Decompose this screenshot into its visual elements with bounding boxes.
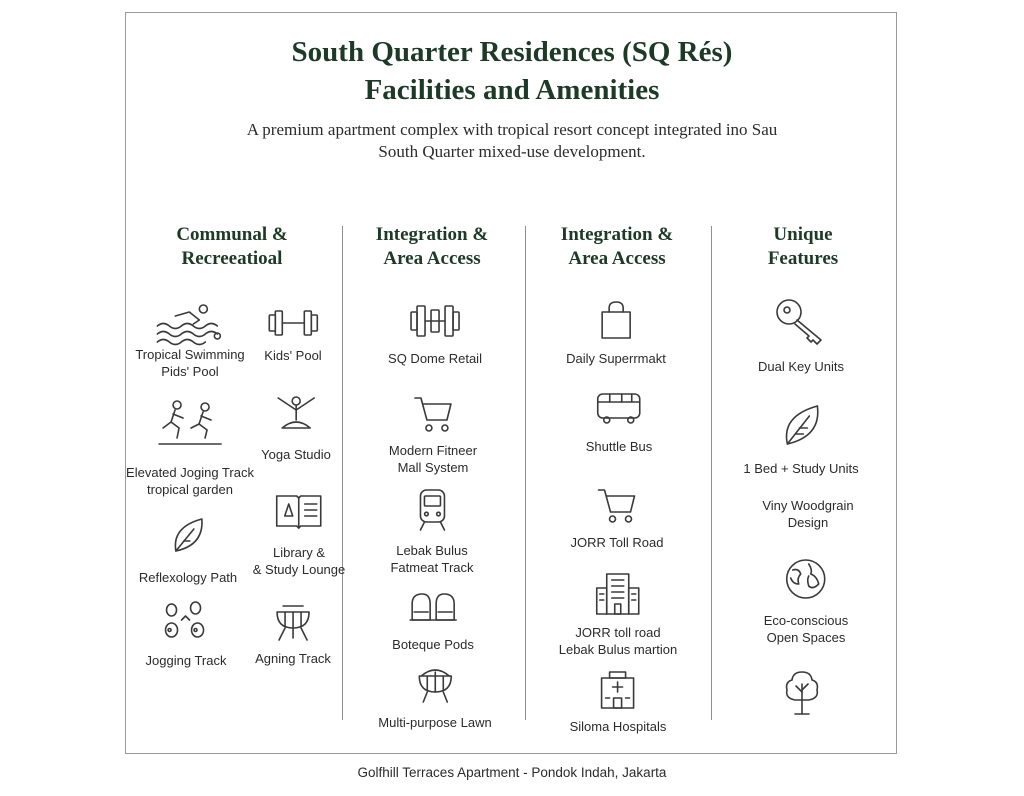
amenity-item (586, 388, 653, 455)
yoga-icon (261, 394, 331, 436)
column-heading-line: Integration & (375, 224, 489, 245)
footer-caption: Golfhill Terraces Apartment - Pondok Indah, Jakarta (357, 765, 667, 780)
train-icon (390, 486, 473, 534)
cart-icon (389, 392, 477, 436)
amenity-label: SQ Dome Retail (388, 351, 482, 366)
amenity-item (253, 490, 346, 578)
amenity-item (261, 394, 331, 463)
amenity-label: JORR toll road (575, 625, 661, 640)
amenity-item (390, 486, 473, 576)
subtitle-line2: South Quarter mixed-use development. (378, 142, 646, 161)
amenity-label: Lebak Bulus (396, 543, 468, 558)
jogging-icon (126, 398, 254, 450)
bus-icon (586, 388, 653, 428)
amenity-label: Shuttle Bus (585, 439, 653, 454)
column-heading-unique (768, 223, 838, 271)
amenity-label: Viny Woodgrain (762, 498, 854, 513)
amenity-item (126, 398, 254, 498)
column-heading-communal (176, 223, 287, 271)
column-divider (525, 226, 526, 720)
amenity-label: Siloma Hospitals (569, 719, 667, 734)
swimming-icon (135, 300, 244, 346)
amenity-label: Boteque Pods (392, 637, 474, 652)
book-icon (253, 490, 346, 532)
column-divider (711, 226, 712, 720)
amenity-label: Fatmeat Track (390, 560, 474, 575)
amenity-label: Kids' Pool (264, 348, 322, 363)
amenity-label: Daily Superrmakt (566, 351, 666, 366)
amenity-item (389, 392, 477, 476)
amenity-label: & Study Lounge (252, 562, 346, 577)
amenity-label: Pids' Pool (161, 364, 219, 379)
amenity-label: Yoga Studio (261, 447, 331, 462)
amenity-item (571, 484, 664, 551)
grill-icon (255, 598, 331, 642)
tree-icon (781, 668, 823, 718)
hospital-icon (570, 668, 667, 710)
amenity-label: tropical garden (147, 482, 233, 497)
amenity-item (743, 402, 858, 477)
amenity-label: Mall System (397, 460, 469, 475)
column-heading-line: Integration & (560, 224, 674, 245)
footprints-icon (146, 600, 227, 642)
amenity-label: 1 Bed + Study Units (743, 461, 859, 476)
amenity-item (392, 588, 474, 653)
shopping-bag-icon (566, 298, 666, 342)
column-heading-line: Area Access (568, 248, 666, 269)
cart-icon (571, 484, 664, 526)
amenity-label: Modern Fitneer (388, 443, 478, 458)
amenity-item (758, 296, 844, 375)
column-heading-line: Recreeatioal (181, 248, 283, 269)
amenity-label: Design (787, 515, 829, 530)
column-heading-line: Unique (773, 224, 833, 245)
amenity-label: Library & (272, 545, 326, 560)
pods-icon (392, 588, 474, 628)
amenity-label: Multi-purpose Lawn (378, 715, 492, 730)
amenity-item (255, 598, 331, 667)
column-heading-integration-2 (561, 223, 673, 271)
amenity-item (764, 556, 849, 646)
amenity-item (559, 570, 678, 658)
grill-icon (378, 662, 491, 704)
amenity-item (135, 300, 244, 380)
amenity-label: Agning Track (255, 651, 331, 666)
page-title-line1: South Quarter Residences (SQ Rés) (291, 36, 733, 68)
dumbbell-icon (264, 305, 321, 341)
amenity-item (388, 300, 482, 367)
subtitle-line1: A premium apartment complex with tropical resort concept integrated ino Sau (246, 120, 778, 139)
column-heading-line: Communal & (176, 224, 288, 245)
amenity-item (570, 668, 667, 735)
amenity-label: Elevated Joging Track (126, 465, 254, 480)
amenity-item (139, 515, 237, 586)
amenity-label: Eco-conscious (763, 613, 849, 628)
amenity-label: Lebak Bulus martion (558, 642, 678, 657)
column-heading-line: Area Access (383, 248, 481, 269)
leaf-icon (743, 402, 858, 450)
amenity-item (566, 298, 666, 367)
building-icon (559, 570, 678, 616)
amenity-item (264, 305, 321, 364)
amenity-label: Reflexology Path (138, 570, 238, 585)
amenity-item (762, 497, 853, 531)
amenity-label: Tropical Swimming (135, 347, 245, 362)
column-heading-integration-1 (376, 223, 488, 271)
amenity-label: Jogging Track (145, 653, 227, 668)
dumbbell-icon (388, 300, 482, 342)
globe-icon (764, 556, 849, 602)
leaf-icon (139, 515, 237, 557)
key-icon (758, 296, 844, 348)
column-divider (342, 226, 343, 720)
amenity-item (146, 600, 227, 669)
amenity-item (378, 662, 491, 731)
amenity-label: JORR Toll Road (570, 535, 664, 550)
page-title-line2: Facilities and Amenities (364, 74, 660, 106)
amenity-item (781, 668, 823, 718)
column-heading-line: Features (767, 248, 839, 269)
amenity-label: Open Spaces (766, 630, 846, 645)
amenity-label: Dual Key Units (758, 359, 844, 374)
